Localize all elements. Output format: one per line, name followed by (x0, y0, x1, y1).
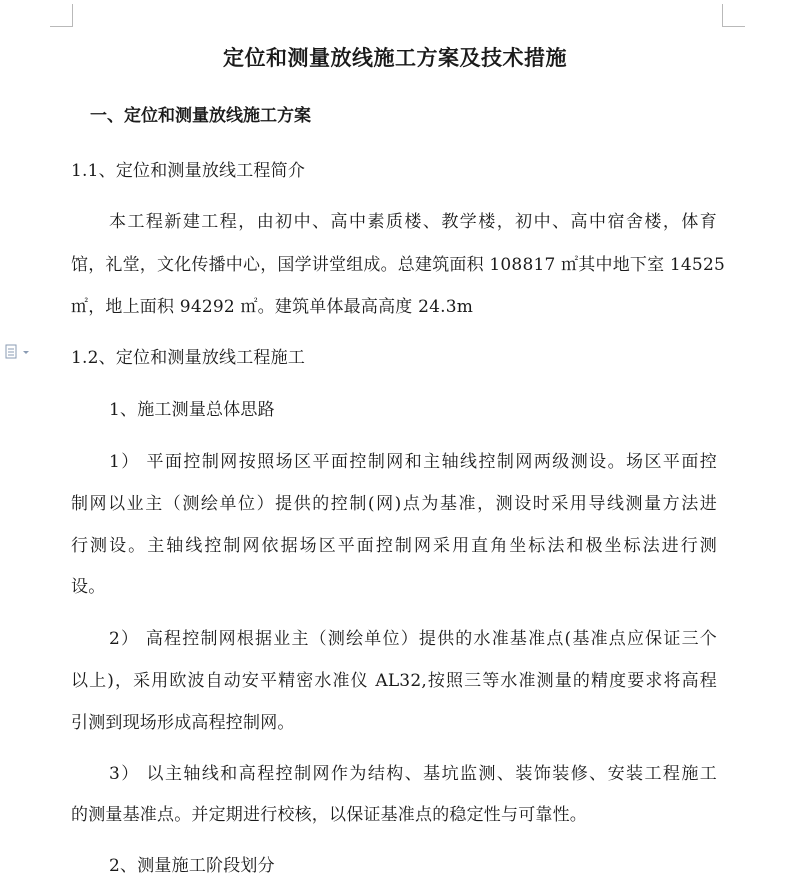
paragraph-menu-icon[interactable] (5, 344, 31, 360)
item1-line-4: 设。 (71, 577, 106, 597)
item2-line-3: 引测到现场形成高程控制网。 (71, 713, 295, 733)
intro-line-1: 本工程新建工程，由初中、高中素质楼、教学楼，初中、高中宿舍楼，体育 (109, 212, 717, 232)
document-title: 定位和测量放线施工方案及技术措施 (223, 46, 567, 70)
section-heading-1-2: 1.2、定位和测量放线工程施工 (71, 348, 306, 368)
intro-line-3: ㎡，地上面积 94292 ㎡。建筑单体最高高度 24.3m (71, 297, 474, 317)
crop-mark-top-right (722, 4, 745, 27)
item1-line-3: 行测设。主轴线控制网依据场区平面控制网采用直角坐标法和极坐标法进行测 (71, 536, 717, 556)
item3-line-1: 3） 以主轴线和高程控制网作为结构、基坑监测、装饰装修、安装工程施工 (109, 764, 717, 784)
item1-line-2: 制网以业主（测绘单位）提供的控制(网)点为基准，测设时采用导线测量方法进 (71, 494, 717, 514)
crop-mark-top-left (50, 4, 73, 27)
section-heading-1-1: 1.1、定位和测量放线工程简介 (71, 161, 306, 181)
subheading-1: 1、施工测量总体思路 (109, 400, 275, 420)
item3-line-2: 的测量基准点。并定期进行校核，以保证基准点的稳定性与可靠性。 (71, 805, 587, 825)
heading-level-1: 一、定位和测量放线施工方案 (90, 106, 311, 126)
subheading-2: 2、测量施工阶段划分 (109, 856, 275, 876)
item2-line-1: 2） 高程控制网根据业主（测绘单位）提供的水准基准点(基准点应保证三个 (109, 629, 717, 649)
item2-line-2: 以上)，采用欧波自动安平精密水准仪 AL32,按照三等水准测量的精度要求将高程 (71, 671, 717, 691)
intro-line-2: 馆，礼堂，文化传播中心，国学讲堂组成。总建筑面积 108817 ㎡其中地下室 14525 (71, 255, 725, 275)
item1-line-1: 1） 平面控制网按照场区平面控制网和主轴线控制网两级测设。场区平面控 (109, 452, 717, 472)
